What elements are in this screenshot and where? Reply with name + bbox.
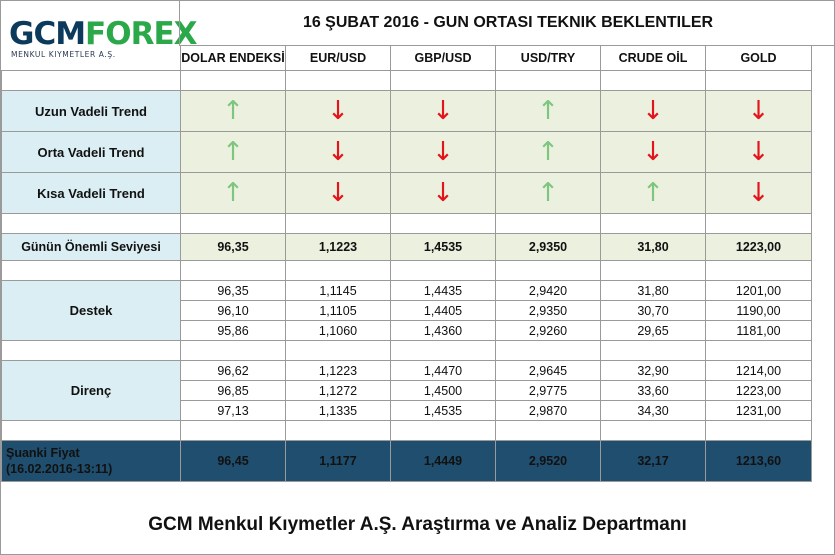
resistance-value: 1214,00: [706, 361, 812, 381]
trend-cell: [181, 91, 286, 132]
current-price-timestamp: (16.02.2016-13:11): [6, 462, 113, 476]
important-level-value: 2,9350: [496, 234, 601, 261]
arrow-down-icon: ↓: [642, 96, 664, 126]
support-value: 2,9260: [496, 321, 601, 341]
spacer-cell: [601, 421, 706, 441]
arrow-down-icon: ↓: [432, 178, 454, 208]
important-level-label: Günün Önemli Seviyesi: [2, 234, 181, 261]
technical-table: [1, 45, 812, 482]
trend-cell: [286, 132, 391, 173]
important-level-value: 1223,00: [706, 234, 812, 261]
spacer-row: [2, 261, 812, 281]
spacer-cell: [706, 421, 812, 441]
column-header-row: [2, 46, 812, 71]
spacer-cell: [181, 71, 286, 91]
spacer-row: [2, 214, 812, 234]
support-value: 95,86: [181, 321, 286, 341]
spacer-cell: [286, 261, 391, 281]
spacer-cell: [286, 214, 391, 234]
spacer-cell: [181, 341, 286, 361]
important-level-value: 1,1223: [286, 234, 391, 261]
support-value: 2,9420: [496, 281, 601, 301]
current-price-value: 2,9520: [496, 441, 601, 482]
report-title: 16 ŞUBAT 2016 - GUN ORTASI TEKNIK BEKLENTILER: [179, 1, 835, 46]
trend-cell: [286, 173, 391, 214]
spacer-cell: [706, 261, 812, 281]
support-value: 1190,00: [706, 301, 812, 321]
spacer-row: [2, 341, 812, 361]
trend-label: Kısa Vadeli Trend: [2, 173, 181, 214]
arrow-down-icon: ↓: [327, 96, 349, 126]
resistance-value: 2,9870: [496, 401, 601, 421]
arrow-up-icon: ↑: [222, 96, 244, 126]
resistance-value: 2,9775: [496, 381, 601, 401]
resistance-value: 1231,00: [706, 401, 812, 421]
spacer-cell: [391, 341, 496, 361]
arrow-down-icon: ↓: [747, 178, 770, 208]
current-price-value: 1,4449: [391, 441, 496, 482]
support-value: 96,10: [181, 301, 286, 321]
support-value: 1,4360: [391, 321, 496, 341]
current-price-value: 1213,60: [706, 441, 812, 482]
spacer-row: [2, 71, 812, 91]
spacer-cell: [601, 71, 706, 91]
spacer-cell: [601, 261, 706, 281]
resistance-value: 1223,00: [706, 381, 812, 401]
support-row: [2, 281, 812, 301]
arrow-down-icon: ↓: [747, 137, 770, 167]
resistance-value: 1,1272: [286, 381, 391, 401]
arrow-up-icon: ↑: [537, 178, 559, 208]
current-price-value: 1,1177: [286, 441, 391, 482]
trend-row: [2, 173, 812, 214]
column-header: GOLD: [706, 46, 812, 71]
footer-department: GCM Menkul Kıymetler A.Ş. Araştırma ve Analiz Departmanı: [148, 514, 687, 535]
support-value: 1,1145: [286, 281, 391, 301]
trend-cell: [601, 91, 706, 132]
trend-cell: [601, 173, 706, 214]
important-level-value: 31,80: [601, 234, 706, 261]
trend-cell: [391, 132, 496, 173]
spacer-cell: [391, 421, 496, 441]
spacer-cell: [286, 421, 391, 441]
important-level-row: [2, 234, 812, 261]
support-value: 31,80: [601, 281, 706, 301]
spacer-cell: [601, 341, 706, 361]
arrow-down-icon: ↓: [747, 96, 770, 126]
trend-cell: [391, 91, 496, 132]
trend-cell: [181, 132, 286, 173]
current-price-value: 32,17: [601, 441, 706, 482]
resistance-value: 1,1335: [286, 401, 391, 421]
arrow-up-icon: ↑: [222, 137, 244, 167]
trend-row: [2, 91, 812, 132]
logo-tagline: MENKUL KIYMETLER A.Ş.: [11, 50, 116, 59]
resistance-label: Direnç: [2, 361, 181, 421]
resistance-value: 34,30: [601, 401, 706, 421]
column-header: USD/TRY: [496, 46, 601, 71]
support-value: 1181,00: [706, 321, 812, 341]
spacer-cell: [496, 261, 601, 281]
resistance-value: 2,9645: [496, 361, 601, 381]
support-value: 1201,00: [706, 281, 812, 301]
support-value: 1,1060: [286, 321, 391, 341]
current-price-row: [2, 441, 812, 482]
spacer-cell: [706, 341, 812, 361]
column-header: GBP/USD: [391, 46, 496, 71]
trend-label: Uzun Vadeli Trend: [2, 91, 181, 132]
spacer-cell: [2, 341, 181, 361]
trend-cell: [706, 173, 812, 214]
current-price-label: [2, 441, 181, 482]
spacer-cell: [2, 421, 181, 441]
spacer-cell: [706, 71, 812, 91]
logo-text-forex: FOREX: [85, 16, 197, 52]
spacer-cell: [706, 214, 812, 234]
spacer-cell: [286, 71, 391, 91]
spacer-cell: [391, 71, 496, 91]
trend-label: Orta Vadeli Trend: [2, 132, 181, 173]
arrow-up-icon: ↑: [642, 178, 664, 208]
spacer-cell: [391, 261, 496, 281]
arrow-up-icon: ↑: [537, 137, 559, 167]
trend-cell: [181, 173, 286, 214]
support-value: 2,9350: [496, 301, 601, 321]
important-level-value: 1,4535: [391, 234, 496, 261]
spacer-row: [2, 421, 812, 441]
arrow-down-icon: ↓: [327, 137, 349, 167]
support-value: 29,65: [601, 321, 706, 341]
support-value: 30,70: [601, 301, 706, 321]
column-header: CRUDE OİL: [601, 46, 706, 71]
arrow-down-icon: ↓: [432, 137, 454, 167]
spacer-cell: [181, 421, 286, 441]
arrow-down-icon: ↓: [642, 137, 664, 167]
resistance-value: 1,1223: [286, 361, 391, 381]
arrow-down-icon: ↓: [327, 178, 349, 208]
trend-cell: [706, 91, 812, 132]
resistance-value: 1,4535: [391, 401, 496, 421]
spacer-cell: [601, 214, 706, 234]
resistance-value: 97,13: [181, 401, 286, 421]
resistance-value: 33,60: [601, 381, 706, 401]
logo-text-gcm: GCM: [9, 16, 86, 52]
resistance-value: 1,4500: [391, 381, 496, 401]
trend-cell: [601, 132, 706, 173]
resistance-value: 96,85: [181, 381, 286, 401]
important-level-value: 96,35: [181, 234, 286, 261]
spacer-cell: [391, 214, 496, 234]
support-value: 96,35: [181, 281, 286, 301]
trend-row: [2, 132, 812, 173]
trend-cell: [496, 91, 601, 132]
column-header: DOLAR ENDEKSİ: [181, 46, 286, 71]
header-corner: [2, 46, 181, 71]
trend-cell: [391, 173, 496, 214]
spacer-cell: [286, 341, 391, 361]
spacer-cell: [496, 214, 601, 234]
current-price-value: 96,45: [181, 441, 286, 482]
trend-cell: [286, 91, 391, 132]
support-value: 1,4435: [391, 281, 496, 301]
trend-cell: [706, 132, 812, 173]
spacer-cell: [496, 71, 601, 91]
spacer-cell: [2, 71, 181, 91]
spacer-cell: [496, 341, 601, 361]
support-value: 1,1105: [286, 301, 391, 321]
trend-cell: [496, 173, 601, 214]
spacer-cell: [181, 214, 286, 234]
spacer-cell: [181, 261, 286, 281]
spacer-cell: [496, 421, 601, 441]
current-price-title: Şuanki Fiyat: [6, 446, 80, 460]
arrow-up-icon: ↑: [537, 96, 559, 126]
resistance-value: 96,62: [181, 361, 286, 381]
column-header: EUR/USD: [286, 46, 391, 71]
spacer-cell: [2, 261, 181, 281]
support-label: Destek: [2, 281, 181, 341]
support-value: 1,4405: [391, 301, 496, 321]
arrow-up-icon: ↑: [222, 178, 244, 208]
arrow-down-icon: ↓: [432, 96, 454, 126]
resistance-row: [2, 361, 812, 381]
resistance-value: 1,4470: [391, 361, 496, 381]
spacer-cell: [2, 214, 181, 234]
resistance-value: 32,90: [601, 361, 706, 381]
trend-cell: [496, 132, 601, 173]
